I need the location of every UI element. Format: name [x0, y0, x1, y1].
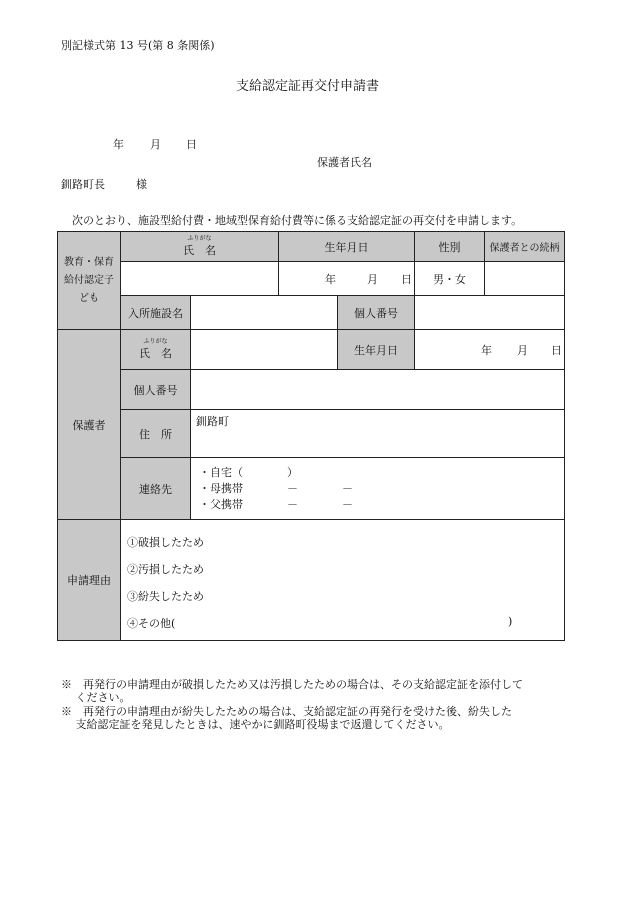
- contact-field[interactable]: [191, 458, 565, 520]
- date-year: 年: [113, 138, 124, 151]
- note-1: ※ 再発行の申請理由が破損したため又は汚損したための場合は、その支給認定証を添付して: [61, 678, 523, 691]
- reason-other[interactable]: ④その他(: [127, 617, 176, 630]
- child-birth-field[interactable]: [279, 262, 415, 296]
- note-2-cont: 支給認定証を発見したときは、速やかに釧路町役場まで返還してください。: [61, 718, 450, 731]
- page-title: 支給認定証再交付申請書: [236, 79, 380, 94]
- addressee: 釧路町長: [61, 178, 105, 191]
- child-birth-year: 年: [325, 273, 336, 286]
- form-id: 別記様式第 13 号(第 8 条関係): [61, 39, 215, 52]
- reason-label: 申請理由: [58, 520, 121, 641]
- guardian-birth-day: 日: [551, 344, 562, 357]
- facility-label: 入所施設名: [121, 296, 191, 330]
- child-birth-header: 生年月日: [279, 232, 415, 262]
- note-1-cont: ください。: [61, 691, 131, 704]
- child-birth-day: 日: [401, 273, 412, 286]
- gender-field[interactable]: 男・女: [415, 262, 485, 296]
- relation-field[interactable]: [485, 262, 565, 296]
- child-birth-month: 月: [367, 273, 378, 286]
- guardian-birth-month: 月: [517, 344, 528, 357]
- guardian-name-header: [121, 330, 191, 370]
- contact-home: ・自宅（ ）: [199, 465, 298, 479]
- honorific: 様: [136, 178, 147, 191]
- date-day: 日: [186, 138, 197, 151]
- furigana-label: ふりがな: [187, 235, 212, 242]
- guardian-name-field[interactable]: [191, 330, 338, 370]
- guardian-number-label: 個人番号: [121, 370, 191, 410]
- contact-label: 連絡先: [121, 458, 191, 520]
- guardian-section-label: 保護者: [58, 330, 121, 520]
- guardian-birth-label: 生年月日: [338, 330, 415, 370]
- application-form-table: [57, 231, 565, 641]
- child-section-label: 教育・保育給付認定子ども: [58, 232, 121, 330]
- guardian-furigana-label: ふりがな: [143, 338, 168, 345]
- reason-other-close: ): [508, 615, 513, 628]
- child-number-label: 個人番号: [338, 296, 415, 330]
- guardian-number-field[interactable]: [191, 370, 565, 410]
- child-number-field[interactable]: [415, 296, 565, 330]
- date-month: 月: [150, 138, 161, 151]
- guardian-name-label: 保護者氏名: [317, 156, 372, 169]
- facility-field[interactable]: [191, 296, 338, 330]
- address-field[interactable]: [191, 410, 565, 458]
- child-name-field[interactable]: [121, 262, 279, 296]
- address-value: 釧路町: [196, 415, 229, 428]
- reason-soiled[interactable]: ②汚損したため: [127, 563, 204, 576]
- child-name-label: 氏 名: [183, 244, 216, 257]
- relation-header: 保護者との続柄: [485, 232, 565, 262]
- note-2: ※ 再発行の申請理由が紛失したための場合は、支給認定証の再発行を受けた後、紛失した: [61, 705, 512, 718]
- reason-lost[interactable]: ③紛失したため: [127, 590, 204, 603]
- intro-text: 次のとおり、施設型給付費・地域型保育給付費等に係る支給認定証の再交付を申請します。: [72, 214, 523, 227]
- child-name-header: [121, 232, 279, 262]
- reason-field[interactable]: [121, 520, 565, 641]
- guardian-name-text: 氏 名: [139, 347, 172, 360]
- reason-damaged[interactable]: ①破損したため: [127, 536, 204, 549]
- guardian-birth-year: 年: [481, 344, 492, 357]
- contact-mother: ・母携帯 － －: [199, 481, 353, 495]
- gender-header: 性別: [415, 232, 485, 262]
- address-label: 住 所: [121, 410, 191, 458]
- contact-father: ・父携帯 － －: [199, 497, 353, 511]
- guardian-birth-field[interactable]: [415, 330, 565, 370]
